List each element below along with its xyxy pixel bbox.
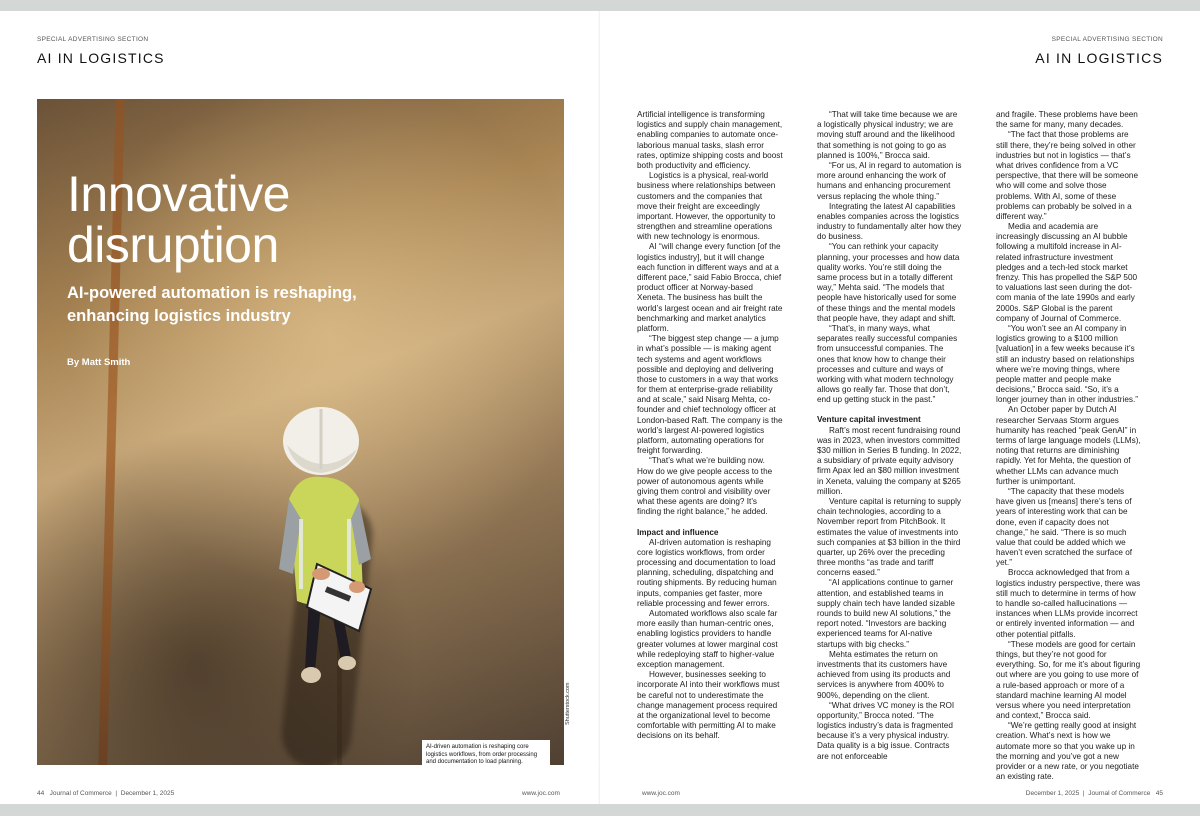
viewer-bottom-bar (0, 804, 1200, 816)
right-footer (1026, 790, 1163, 797)
section-title: AI IN LOGISTICS (1035, 50, 1163, 66)
paragraph: “These models are good for certain things, but they’re not good for everything. So, for me it’s about figuring out where are you going to use more of a rule-based approach or more of a standard machine learning AI model versus where you need interpretation and context,” Brocca said. (996, 639, 1141, 721)
paragraph: Venture capital is returning to supply chain technologies, according to a November report from PitchBook. It estimates the value of investments into such companies at $3 billion in the third quarter, up 26% over the preceding three months “as trade and tariff concerns eased.” (817, 496, 961, 578)
page-number: 45 (1155, 790, 1163, 797)
headline-line-2: disruption (67, 217, 279, 273)
issue-date: December 1, 2025 (1025, 790, 1080, 797)
advertising-kicker: SPECIAL ADVERTISING SECTION (37, 36, 149, 43)
headline (67, 166, 367, 273)
paragraph: and fragile. These problems have been the same for many, many decades. (996, 110, 1138, 130)
paragraph: AI “will change every function [of the logistics industry], but it will change each function in different ways and at a different pace,” said Fabio Brocca, chief product officer at Norway-based Xeneta. The business has built the world’s largest ocean and air freight rate benchmarking and market analytics platform. (637, 242, 783, 333)
subheading: Venture capital investment (817, 415, 921, 425)
paragraph: “That’s, in many ways, what separates really successful companies from unsuccessful companies. The ones that know how to change their processes and culture and ways of working with what modern technology allows go really far. Those that don’t, end up getting stuck in the past.” (817, 323, 958, 405)
publication-name: Journal of Commerce (1088, 790, 1151, 797)
footer-separator: | (115, 790, 118, 797)
paragraph: An October paper by Dutch AI researcher Servaas Storm argues humanity has reached “peak GenAI” in terms of large language models (LLMs), noting that returns are diminishing rapidly. Yet for Mehta, the question of whether LLMs can advance much further is unimportant. (996, 405, 1141, 486)
right-url[interactable]: www.joc.com (642, 790, 680, 797)
article-column-3 (996, 110, 1142, 782)
publication-name: Journal of Commerce (49, 790, 112, 797)
paragraph: “The capacity that these models have given us [means] there’s tens of years of interesting work that can be done, even if capacity does not change,” he said. “There is so much value that could be added which we haven’t even scratched the surface of yet.” (996, 486, 1133, 568)
hero-photo (37, 99, 564, 765)
worker-illustration (259, 369, 379, 699)
paragraph: Raft’s most recent fundraising round was in 2023, when investors committed $30 million in Series B funding. In 2022, a subsidiary of private equity advisory firm Apax led an $80 million investment in Xeneta, valuing the company at $265 million. (817, 425, 962, 496)
subheading: Impact and influence (637, 527, 719, 537)
article-column-1 (637, 110, 783, 741)
headline-line-1: Innovative (67, 166, 290, 222)
paragraph: “AI applications continue to garner attention, and established teams in supply chain tech have landed sizable rounds to build new AI solutions,” the report noted. “Investors are backing experienced teams for AI-native startups with big checks.” (817, 578, 955, 649)
subheadline: AI-powered automation is reshaping, enhancing logistics industry (67, 284, 357, 325)
paragraph: “That’s what we’re building now. How do we give people access to the power of autonomous agents while giving them control and visibility over what these agents are doing? It’s finding the right balance,” he added. (637, 456, 773, 517)
paragraph: Media and academia are increasingly discussing an AI bubble following a multifold increase in AI-related infrastructure investment pledges and a tech-led stock market frenzy. This has propelled the S&P 500 to valuations last seen during the dot-com mania of the late 1990s and early 2000s. S&P Global is the parent company of Journal of Commerce. (996, 222, 1138, 323)
paragraph: “We’re getting really good at insight creation. What’s next is how we automate more so that you wake up in the morning and you’ve got a new provider or a new rate, or you negotiate an existing rate. (996, 721, 1139, 782)
photo-caption: AI-driven automation is reshaping core logistics workflows, from order processing and documentation to load planning. (422, 740, 550, 765)
paragraph: AI-driven automation is reshaping core logistics workflows, from order processing and documentation to load planning, scheduling, dispatching and routing shipments. By reducing human inputs, companies get faster, more reliable processing and fewer errors. (637, 537, 777, 608)
paragraph: “The biggest step change — a jump in what’s possible — is making agent tech systems and agent workflows possible and deploying and delivering those to customers in a way that works for them at enterprise-grade reliability and at scale,” said Nisarg Mehta, co-founder and chief technology officer at London-based Raft. The company is the world’s largest AI-powered logistics platform, automating operations for freight forwarding. (637, 334, 783, 456)
paragraph: Brocca acknowledged that from a logistics industry perspective, there was still much to determine in terms of how to handle so-called hallucinations — instances when LLMs provide incorrect or entirely invented information — and other potential pitfalls. (996, 568, 1141, 639)
paragraph: However, businesses seeking to incorporate AI into their workflows must be careful not to underestimate the change management process required at the organizational level to become comfortable with permitting AI to make decisions on its behalf. (637, 670, 780, 741)
paragraph: “For us, AI in regard to automation is more around enhancing the work of humans and enhancing procurement versus replacing the whole thing.” (817, 160, 962, 201)
advertising-kicker: SPECIAL ADVERTISING SECTION (1051, 36, 1163, 43)
page-number: 44 (37, 790, 45, 797)
paragraph: Integrating the latest AI capabilities enables companies across the logistics industry to fundamentally alter how they do business. (817, 201, 962, 242)
left-footer (37, 790, 174, 797)
paragraph: Automated workflows also scale far more easily than human-centric ones, enabling logistics providers to handle greater volumes at lower marginal cost while redeploying staff to higher-value exception management. (637, 609, 778, 669)
paragraph: “That will take time because we are a logistically physical industry; we are moving stuff around and the likelihood that something is not going to go as planned is 100%,” Brocca said. (817, 110, 958, 160)
paragraph: Mehta estimates the return on investments that its customers have achieved from using its products and services is anywhere from 400% to 900%, depending on the client. (817, 649, 951, 700)
viewer-top-bar (0, 0, 1200, 11)
paragraph: “What drives VC money is the ROI opportunity,” Brocca noted. “The logistics industry’s data is fragmented because it’s a very physical industry. Data quality is a big issue. Contracts are not enforceable (817, 700, 955, 761)
paragraph: “The fact that those problems are still there, they’re being solved in other industries but not in logistics — that’s what drives confidence from a VC perspective, that there will be someone who will come and solve those problems. With AI, some of these problems can probably be solved in a different way.” (996, 130, 1138, 221)
footer-separator: | (1082, 790, 1085, 797)
left-url[interactable]: www.joc.com (522, 790, 560, 797)
section-title: AI IN LOGISTICS (37, 50, 165, 66)
photo-credit: Shutterstock.com (565, 682, 571, 725)
article-column-2 (817, 110, 963, 762)
issue-date: December 1, 2025 (120, 790, 175, 797)
right-page (600, 11, 1200, 804)
paragraph: “You won’t see an AI company in logistics growing to a $100 million [valuation] in a few weeks because it’s still an industry based on relationships where we’re moving things, where people matter and people make decisions,” Brocca said. “So, it’s a longer journey than in other industries.” (996, 323, 1138, 405)
paragraph: Logistics is a physical, real-world business where relationships between customers and the companies that move their freight are exceedingly important. However, the opportunity to strengthen and streamline operations with new technology is enormous. (637, 171, 776, 242)
byline: By Matt Smith (67, 357, 131, 368)
left-page (0, 11, 600, 804)
paragraph: Artificial intelligence is transforming logistics and supply chain management, enabling companies to automate once-laborious manual tasks, slash error rates, optimize shipping costs and boost both productivity and efficiency. (637, 110, 783, 170)
paragraph: “You can rethink your capacity planning, your processes and how data quality works. You’re still doing the same process but in a totally different way,” Mehta said. “The models that people have historically used for some of these things and the mental models that people have, they adapt and shift. (817, 242, 960, 323)
